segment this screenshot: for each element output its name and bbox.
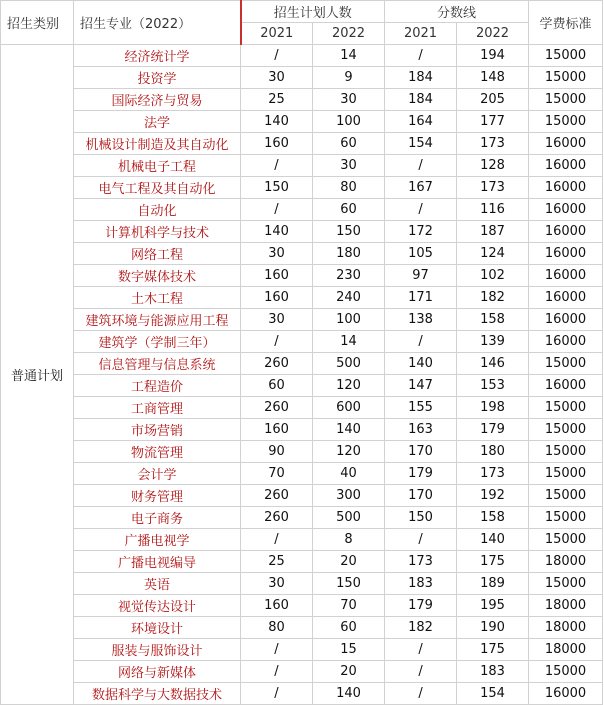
plan-2022-cell: 140 xyxy=(313,419,385,441)
plan-2021-cell: 160 xyxy=(241,287,313,309)
plan-2022-cell: 230 xyxy=(313,265,385,287)
plan-2021-cell: 90 xyxy=(241,441,313,463)
score-2021-cell: 170 xyxy=(385,485,457,507)
plan-2021-cell: 150 xyxy=(241,177,313,199)
score-2022-cell: 177 xyxy=(457,111,529,133)
major-cell: 机械设计制造及其自动化 xyxy=(74,133,241,155)
table-row xyxy=(1,595,603,617)
major-cell: 环境设计 xyxy=(74,617,241,639)
fee-cell: 15000 xyxy=(529,463,603,485)
plan-2021-cell: 160 xyxy=(241,595,313,617)
plan-2021-cell: 30 xyxy=(241,243,313,265)
fee-cell: 15000 xyxy=(529,89,603,111)
table-row xyxy=(1,661,603,683)
header-score-2022: 2022 xyxy=(457,23,529,45)
score-2022-cell: 194 xyxy=(457,45,529,67)
score-2021-cell: 138 xyxy=(385,309,457,331)
table-row xyxy=(1,507,603,529)
score-2022-cell: 173 xyxy=(457,463,529,485)
score-2021-cell: 170 xyxy=(385,441,457,463)
score-2021-cell: / xyxy=(385,199,457,221)
table-row xyxy=(1,265,603,287)
score-2022-cell: 195 xyxy=(457,595,529,617)
table-row xyxy=(1,331,603,353)
score-2021-cell: 155 xyxy=(385,397,457,419)
plan-2022-cell: 120 xyxy=(313,441,385,463)
plan-2022-cell: 150 xyxy=(313,573,385,595)
score-2022-cell: 180 xyxy=(457,441,529,463)
plan-2021-cell: 25 xyxy=(241,551,313,573)
major-cell: 自动化 xyxy=(74,199,241,221)
major-cell: 网络工程 xyxy=(74,243,241,265)
plan-2022-cell: 20 xyxy=(313,661,385,683)
score-2021-cell: / xyxy=(385,639,457,661)
plan-2022-cell: 60 xyxy=(313,199,385,221)
score-2022-cell: 102 xyxy=(457,265,529,287)
score-2022-cell: 190 xyxy=(457,617,529,639)
score-2021-cell: 173 xyxy=(385,551,457,573)
plan-2021-cell: 30 xyxy=(241,573,313,595)
major-cell: 数字媒体技术 xyxy=(74,265,241,287)
score-2021-cell: 150 xyxy=(385,507,457,529)
fee-cell: 18000 xyxy=(529,595,603,617)
fee-cell: 16000 xyxy=(529,199,603,221)
table-row xyxy=(1,397,603,419)
header-score-2021: 2021 xyxy=(385,23,457,45)
fee-cell: 15000 xyxy=(529,441,603,463)
score-2022-cell: 139 xyxy=(457,331,529,353)
plan-2021-cell: / xyxy=(241,45,313,67)
plan-2022-cell: 30 xyxy=(313,155,385,177)
header-major: 招生专业（2022） xyxy=(74,1,241,45)
score-2021-cell: 183 xyxy=(385,573,457,595)
table-body xyxy=(1,45,603,705)
table-row xyxy=(1,287,603,309)
plan-2022-cell: 80 xyxy=(313,177,385,199)
score-2021-cell: / xyxy=(385,45,457,67)
plan-2021-cell: 160 xyxy=(241,419,313,441)
plan-2021-cell: / xyxy=(241,331,313,353)
major-cell: 经济统计学 xyxy=(74,45,241,67)
score-2021-cell: 179 xyxy=(385,595,457,617)
major-cell: 英语 xyxy=(74,573,241,595)
score-2021-cell: 182 xyxy=(385,617,457,639)
major-cell: 物流管理 xyxy=(74,441,241,463)
major-cell: 市场营销 xyxy=(74,419,241,441)
score-2022-cell: 175 xyxy=(457,551,529,573)
score-2021-cell: 164 xyxy=(385,111,457,133)
fee-cell: 15000 xyxy=(529,529,603,551)
plan-2022-cell: 30 xyxy=(313,89,385,111)
header-fee: 学费标准 xyxy=(529,1,603,45)
major-cell: 财务管理 xyxy=(74,485,241,507)
plan-2021-cell: / xyxy=(241,683,313,705)
major-cell: 广播电视编导 xyxy=(74,551,241,573)
plan-2022-cell: 240 xyxy=(313,287,385,309)
score-2021-cell: / xyxy=(385,661,457,683)
table-row xyxy=(1,419,603,441)
plan-2022-cell: 8 xyxy=(313,529,385,551)
plan-2022-cell: 60 xyxy=(313,617,385,639)
fee-cell: 18000 xyxy=(529,617,603,639)
major-cell: 广播电视学 xyxy=(74,529,241,551)
plan-2021-cell: 80 xyxy=(241,617,313,639)
table-row xyxy=(1,639,603,661)
score-2021-cell: / xyxy=(385,683,457,705)
score-2022-cell: 187 xyxy=(457,221,529,243)
fee-cell: 15000 xyxy=(529,45,603,67)
plan-2021-cell: 70 xyxy=(241,463,313,485)
score-2022-cell: 154 xyxy=(457,683,529,705)
score-2021-cell: 154 xyxy=(385,133,457,155)
fee-cell: 15000 xyxy=(529,661,603,683)
score-2022-cell: 198 xyxy=(457,397,529,419)
fee-cell: 15000 xyxy=(529,353,603,375)
plan-2021-cell: 260 xyxy=(241,397,313,419)
major-cell: 工商管理 xyxy=(74,397,241,419)
major-cell: 电子商务 xyxy=(74,507,241,529)
fee-cell: 16000 xyxy=(529,331,603,353)
score-2022-cell: 189 xyxy=(457,573,529,595)
plan-2021-cell: 30 xyxy=(241,67,313,89)
score-2022-cell: 175 xyxy=(457,639,529,661)
major-cell: 建筑学（学制三年） xyxy=(74,331,241,353)
header-plan-2022: 2022 xyxy=(313,23,385,45)
header-score: 分数线 xyxy=(385,1,529,23)
major-cell: 法学 xyxy=(74,111,241,133)
fee-cell: 16000 xyxy=(529,309,603,331)
fee-cell: 18000 xyxy=(529,639,603,661)
fee-cell: 16000 xyxy=(529,155,603,177)
score-2022-cell: 183 xyxy=(457,661,529,683)
score-2022-cell: 140 xyxy=(457,529,529,551)
score-2022-cell: 146 xyxy=(457,353,529,375)
major-cell: 视觉传达设计 xyxy=(74,595,241,617)
table-row xyxy=(1,133,603,155)
major-cell: 工程造价 xyxy=(74,375,241,397)
table-row xyxy=(1,529,603,551)
table-row xyxy=(1,221,603,243)
table-row xyxy=(1,45,603,67)
score-2021-cell: / xyxy=(385,529,457,551)
plan-2022-cell: 15 xyxy=(313,639,385,661)
table-row xyxy=(1,177,603,199)
plan-2022-cell: 500 xyxy=(313,507,385,529)
score-2021-cell: 140 xyxy=(385,353,457,375)
score-2021-cell: 172 xyxy=(385,221,457,243)
plan-2021-cell: 260 xyxy=(241,353,313,375)
score-2022-cell: 182 xyxy=(457,287,529,309)
fee-cell: 15000 xyxy=(529,67,603,89)
plan-2021-cell: / xyxy=(241,661,313,683)
plan-2022-cell: 500 xyxy=(313,353,385,375)
score-2021-cell: 163 xyxy=(385,419,457,441)
plan-2022-cell: 140 xyxy=(313,683,385,705)
score-2022-cell: 158 xyxy=(457,507,529,529)
table-row xyxy=(1,111,603,133)
header-row-top xyxy=(1,1,603,23)
table-row xyxy=(1,551,603,573)
score-2022-cell: 173 xyxy=(457,133,529,155)
fee-cell: 16000 xyxy=(529,287,603,309)
plan-2021-cell: 160 xyxy=(241,265,313,287)
table-row xyxy=(1,375,603,397)
major-cell: 电气工程及其自动化 xyxy=(74,177,241,199)
table-row xyxy=(1,573,603,595)
score-2021-cell: 147 xyxy=(385,375,457,397)
score-2022-cell: 205 xyxy=(457,89,529,111)
score-2021-cell: 105 xyxy=(385,243,457,265)
plan-2022-cell: 120 xyxy=(313,375,385,397)
header-plan: 招生计划人数 xyxy=(241,1,385,23)
plan-2021-cell: 30 xyxy=(241,309,313,331)
table-row xyxy=(1,683,603,705)
table-row xyxy=(1,353,603,375)
plan-2021-cell: 140 xyxy=(241,111,313,133)
fee-cell: 15000 xyxy=(529,485,603,507)
major-cell: 投资学 xyxy=(74,67,241,89)
plan-2021-cell: / xyxy=(241,155,313,177)
table-row xyxy=(1,155,603,177)
plan-2022-cell: 9 xyxy=(313,67,385,89)
major-cell: 会计学 xyxy=(74,463,241,485)
plan-2021-cell: 160 xyxy=(241,133,313,155)
score-2022-cell: 124 xyxy=(457,243,529,265)
score-2022-cell: 192 xyxy=(457,485,529,507)
table-row xyxy=(1,89,603,111)
header-category: 招生类别 xyxy=(1,1,74,45)
table-row xyxy=(1,441,603,463)
major-cell: 建筑环境与能源应用工程 xyxy=(74,309,241,331)
category-cell: 普通计划 xyxy=(1,45,74,705)
plan-2022-cell: 180 xyxy=(313,243,385,265)
score-2021-cell: / xyxy=(385,331,457,353)
fee-cell: 16000 xyxy=(529,265,603,287)
score-2022-cell: 148 xyxy=(457,67,529,89)
score-2021-cell: 167 xyxy=(385,177,457,199)
plan-2022-cell: 300 xyxy=(313,485,385,507)
major-cell: 机械电子工程 xyxy=(74,155,241,177)
plan-2021-cell: / xyxy=(241,639,313,661)
plan-2021-cell: / xyxy=(241,199,313,221)
score-2022-cell: 116 xyxy=(457,199,529,221)
plan-2021-cell: 140 xyxy=(241,221,313,243)
plan-2021-cell: 260 xyxy=(241,485,313,507)
score-2022-cell: 158 xyxy=(457,309,529,331)
major-cell: 土木工程 xyxy=(74,287,241,309)
fee-cell: 16000 xyxy=(529,221,603,243)
plan-2022-cell: 600 xyxy=(313,397,385,419)
fee-cell: 15000 xyxy=(529,419,603,441)
plan-2022-cell: 60 xyxy=(313,133,385,155)
fee-cell: 16000 xyxy=(529,375,603,397)
table-row xyxy=(1,67,603,89)
score-2022-cell: 153 xyxy=(457,375,529,397)
plan-2022-cell: 100 xyxy=(313,111,385,133)
table-row xyxy=(1,617,603,639)
header-plan-2021: 2021 xyxy=(241,23,313,45)
fee-cell: 18000 xyxy=(529,551,603,573)
table-row xyxy=(1,485,603,507)
fee-cell: 15000 xyxy=(529,573,603,595)
plan-2022-cell: 70 xyxy=(313,595,385,617)
plan-2022-cell: 100 xyxy=(313,309,385,331)
plan-2021-cell: 60 xyxy=(241,375,313,397)
plan-2021-cell: / xyxy=(241,529,313,551)
major-cell: 网络与新媒体 xyxy=(74,661,241,683)
fee-cell: 16000 xyxy=(529,177,603,199)
score-2022-cell: 128 xyxy=(457,155,529,177)
fee-cell: 16000 xyxy=(529,243,603,265)
fee-cell: 15000 xyxy=(529,111,603,133)
plan-2022-cell: 150 xyxy=(313,221,385,243)
score-2021-cell: 97 xyxy=(385,265,457,287)
score-2022-cell: 173 xyxy=(457,177,529,199)
plan-2021-cell: 25 xyxy=(241,89,313,111)
major-cell: 信息管理与信息系统 xyxy=(74,353,241,375)
plan-2022-cell: 14 xyxy=(313,45,385,67)
score-2021-cell: / xyxy=(385,155,457,177)
plan-2021-cell: 260 xyxy=(241,507,313,529)
plan-2022-cell: 40 xyxy=(313,463,385,485)
fee-cell: 15000 xyxy=(529,507,603,529)
fee-cell: 16000 xyxy=(529,683,603,705)
major-cell: 计算机科学与技术 xyxy=(74,221,241,243)
fee-cell: 16000 xyxy=(529,133,603,155)
score-2022-cell: 179 xyxy=(457,419,529,441)
fee-cell: 15000 xyxy=(529,397,603,419)
score-2021-cell: 184 xyxy=(385,89,457,111)
score-2021-cell: 184 xyxy=(385,67,457,89)
table-row xyxy=(1,463,603,485)
plan-2022-cell: 14 xyxy=(313,331,385,353)
major-cell: 数据科学与大数据技术 xyxy=(74,683,241,705)
table-row xyxy=(1,199,603,221)
major-cell: 国际经济与贸易 xyxy=(74,89,241,111)
major-cell: 服装与服饰设计 xyxy=(74,639,241,661)
score-2021-cell: 179 xyxy=(385,463,457,485)
plan-2022-cell: 20 xyxy=(313,551,385,573)
score-2021-cell: 171 xyxy=(385,287,457,309)
table-row xyxy=(1,243,603,265)
table-row xyxy=(1,309,603,331)
